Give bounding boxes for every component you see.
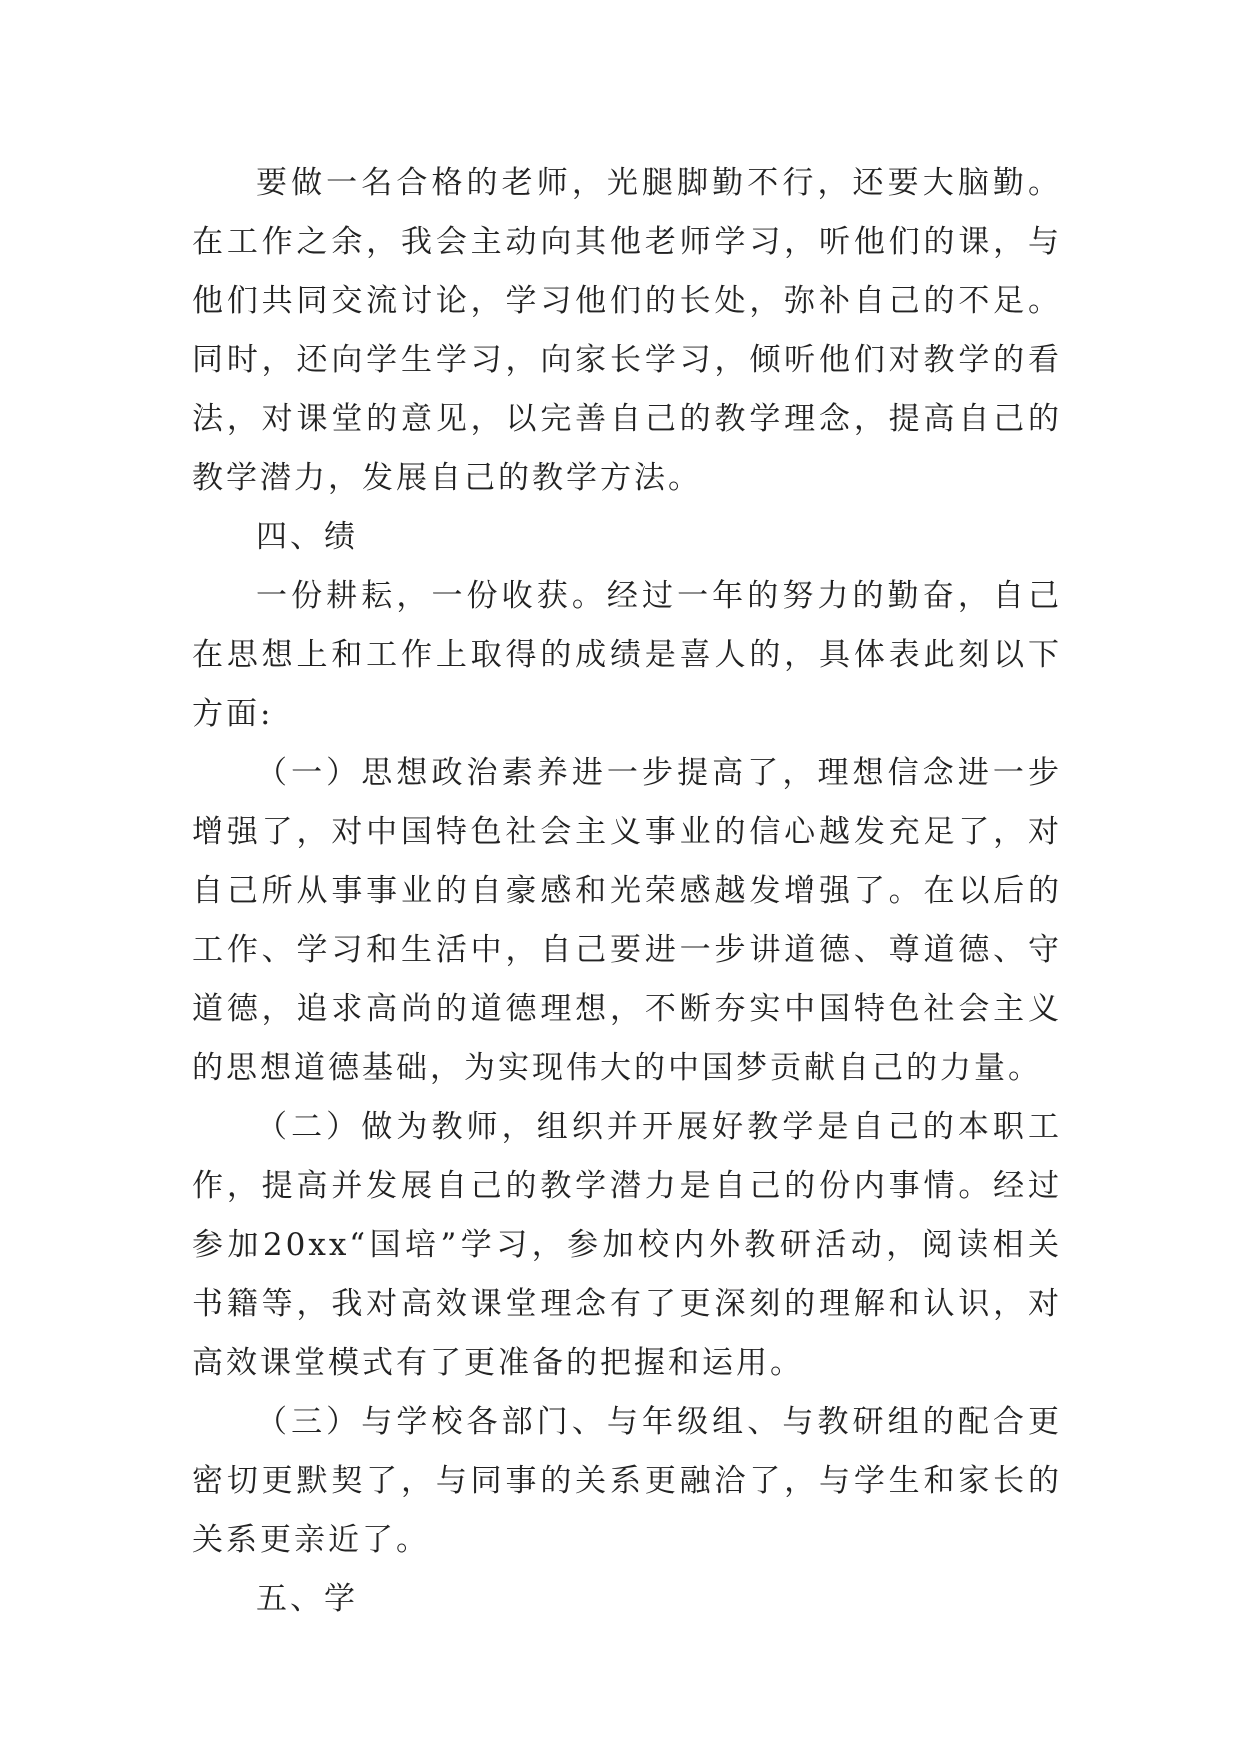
paragraph-learning-from-others: 要做一名合格的老师，光腿脚勤不行，还要大脑勤。在工作之余，我会主动向其他老师学习，听他们的课，与他们共同交流讨论，学习他们的长处，弥补自己的不足。同时，还向学生学习，向家长学习，倾听他们对教学的看法，对课堂的意见，以完善自己的教学理念，提高自己的教学潜力，发展自己的教学方法。 [192, 165, 1062, 496]
section-heading-achievements: 四、绩 [256, 519, 358, 555]
paragraph-achievements-intro: 一份耕耘，一份收获。经过一年的努力的勤奋，自己在思想上和工作上取得的成绩是喜人的，具体表此刻以下方面: [192, 578, 1062, 732]
document-page [192, 154, 1062, 1629]
paragraph-achievement-one: （一）思想政治素养进一步提高了，理想信念进一步增强了，对中国特色社会主义事业的信心越发充足了，对自己所从事事业的自豪感和光荣感越发增强了。在以后的工作、学习和生活中，自己要进一步讲道德、尊道德、守道德，追求高尚的道德理想，不断夯实中国特色社会主义的思想道德基础，为实现伟大的中国梦贡献自己的力量。 [192, 755, 1062, 1086]
paragraph-achievement-two: （二）做为教师，组织并开展好教学是自己的本职工作，提高并发展自己的教学潜力是自己的份内事情。经过参加20xx“国培”学习，参加校内外教研活动，阅读相关书籍等，我对高效课堂理念有了更深刻的理解和认识，对高效课堂模式有了更准备的把握和运用。 [192, 1109, 1062, 1381]
section-heading-study: 五、学 [256, 1581, 358, 1617]
paragraph-achievement-three: （三）与学校各部门、与年级组、与教研组的配合更密切更默契了，与同事的关系更融洽了，与学生和家长的关系更亲近了。 [192, 1404, 1062, 1558]
